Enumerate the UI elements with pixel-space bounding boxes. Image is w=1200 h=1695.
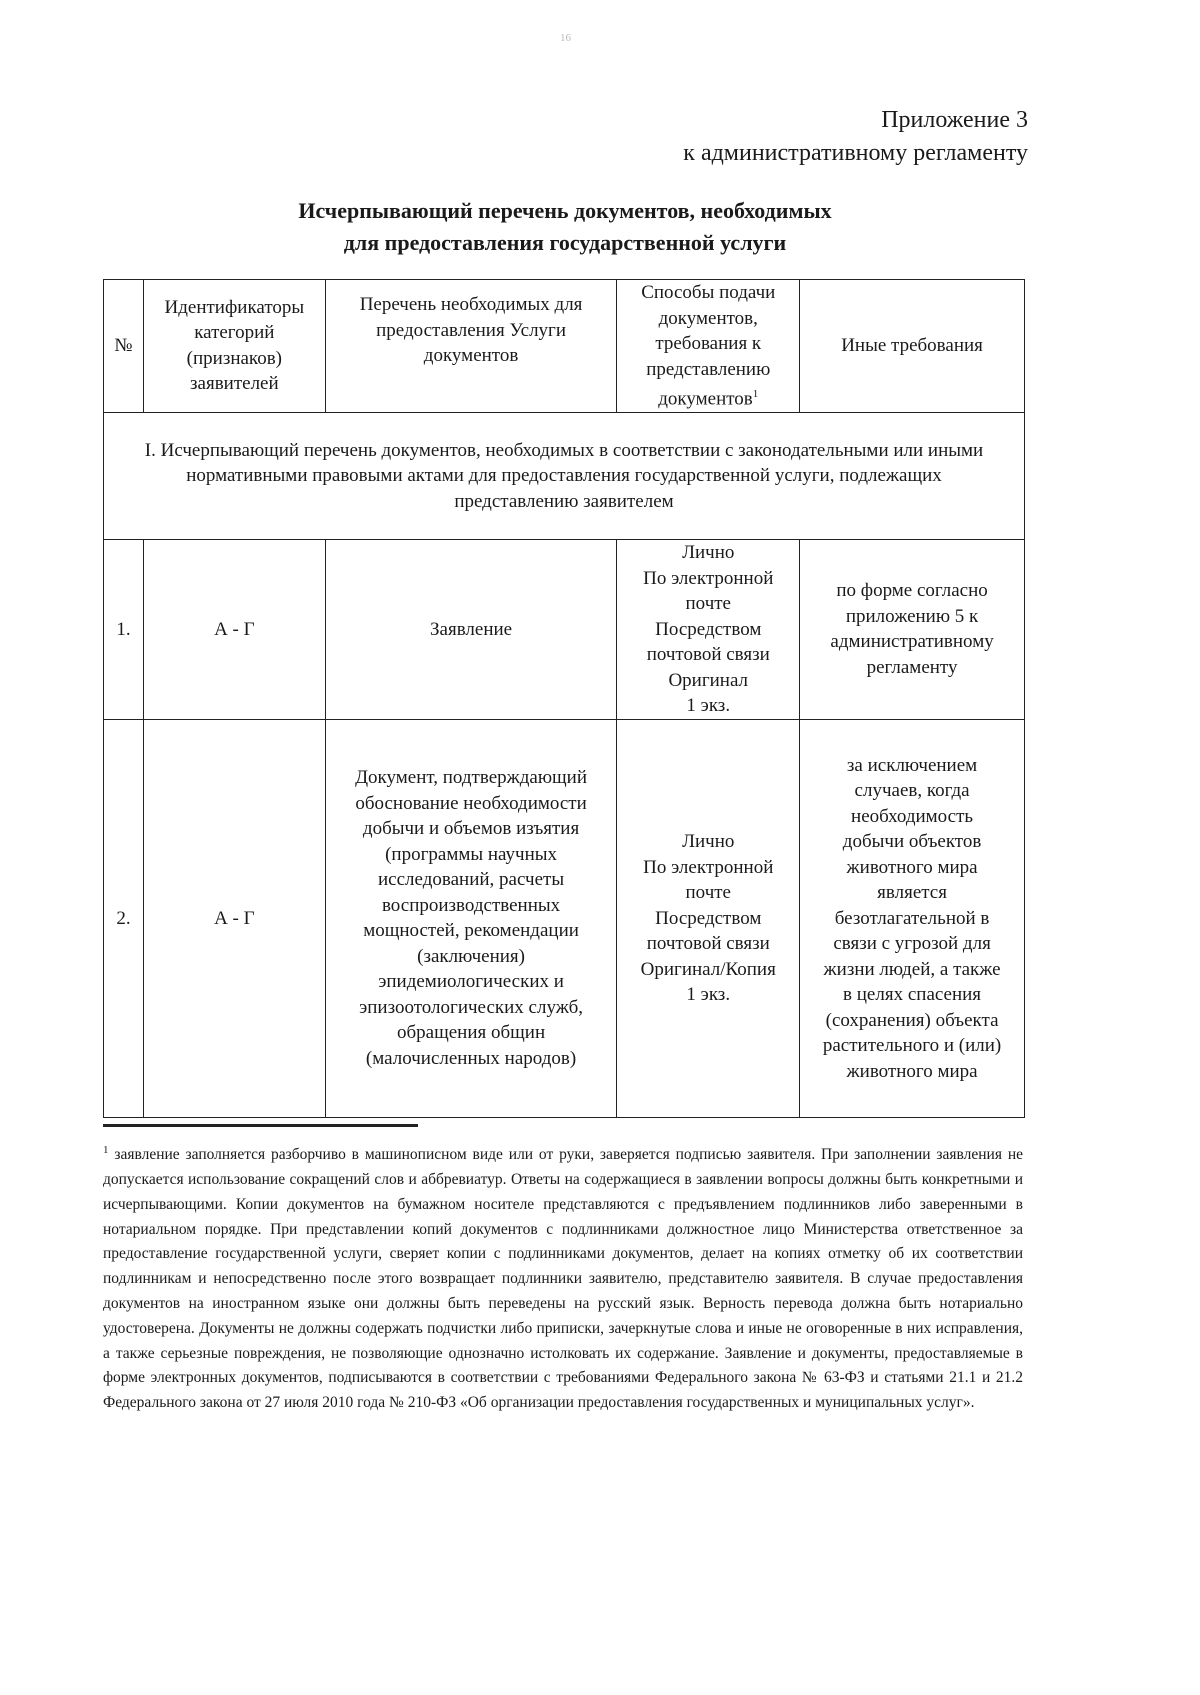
header-num: № <box>104 280 144 413</box>
footnote-divider <box>103 1124 418 1127</box>
method: Лично <box>682 542 735 564</box>
row-category: А - Г <box>143 539 325 719</box>
method: По электронной почте <box>643 856 774 904</box>
method: Лично <box>682 831 735 853</box>
appendix-line2: к административному регламенту <box>683 140 1028 166</box>
method: Посредством почтовой связи <box>646 618 770 666</box>
row-document: Заявление <box>325 539 617 719</box>
method: Посредством почтовой связи <box>646 907 770 955</box>
table-row <box>104 719 1025 1117</box>
row-num: 2. <box>104 719 144 1117</box>
row-methods <box>617 719 800 1117</box>
method: По электронной почте <box>643 567 774 615</box>
row-methods <box>617 539 800 719</box>
section-row <box>104 412 1025 539</box>
footnote <box>103 1138 1023 1416</box>
header-category: Идентификаторы категорий (признаков) заявителей <box>143 280 325 413</box>
row-other: по форме согласно приложению 5 к административному регламенту <box>800 539 1025 719</box>
method: Оригинал/Копия <box>640 958 776 980</box>
method: Оригинал <box>668 669 749 691</box>
appendix-header <box>683 104 1028 170</box>
row-category: А - Г <box>143 719 325 1117</box>
table-header-row <box>104 280 1025 413</box>
header-other: Иные требования <box>800 280 1025 413</box>
table-row <box>104 539 1025 719</box>
appendix-line1: Приложение 3 <box>881 107 1028 133</box>
row-document: Документ, подтверждающий обоснование необходимости добычи и объемов изъятия (программы научных исследований, расчеты воспроизводственных мощностей, рекомендации (заключения) эпидемиологических и эпизоотологических служб, обращения общин (малочисленных народов) <box>325 719 617 1117</box>
title-line1: Исчерпывающий перечень документов, необходимых <box>298 198 832 223</box>
header-methods <box>617 280 800 413</box>
footnote-mark: 1 <box>103 1144 109 1156</box>
page-number: 16 <box>560 32 571 44</box>
title-line2: для предоставления государственной услуги <box>343 230 787 255</box>
header-document: Перечень необходимых для предоставления Услуги документов <box>325 280 617 413</box>
method: 1 экз. <box>686 984 731 1006</box>
header-methods-text: Способы подачи документов, требования к представлению документов <box>641 282 776 410</box>
row-other: за исключением случаев, когда необходимость добычи объектов животного мира является безотлагательной в связи с угрозой для жизни людей, а также в целях спасения (сохранения) объекта растительного и (или) животного мира <box>800 719 1025 1117</box>
document-title <box>100 195 1030 259</box>
documents-table <box>103 279 1025 1118</box>
method: 1 экз. <box>686 695 731 717</box>
section-heading: I. Исчерпывающий перечень документов, необходимых в соответствии с законодательными или иными нормативными правовыми актами для предоставления государственной услуги, подлежащих представлению заявителем <box>104 412 1025 539</box>
footnote-text: заявление заполняется разборчиво в машинописном виде или от руки, заверяется подписью заявителя. При заполнении заявления не допускается использование сокращений слов и аббревиатур. Ответы на содержащиеся в заявлении вопросы должны быть конкретными и исчерпывающими. Копии документов на бумажном носителе представляются с предъявлением подлинников либо заверенными в нотариальном порядке. При представлении копий документов с подлинниками должностное лицо Министерства ответственное за предоставление государственной услуги, сверяет копии с подлинниками документов, делает на копиях отметку об их соответствии подлинникам и непосредственно после этого возвращает подлинники заявителю, представителю заявителя. В случае предоставления документов на иностранном языке они должны быть переведены на русский язык. Верность перевода должна быть нотариально удостоверена. Документы не должны содержать подчистки либо приписки, зачеркнутые слова и иные не оговоренные в них исправления, а также серьезные повреждения, не позволяющие однозначно истолковать их содержание. Заявление и документы, предоставляемые в форме электронных документов, подписываются в соответствии с требованиями Федерального закона № 63-ФЗ и статьями 21.1 и 21.2 Федерального закона от 27 июля 2010 года № 210-ФЗ «Об организации предоставления государственных и муниципальных услуг». <box>103 1146 1024 1412</box>
footnote-ref: 1 <box>752 388 759 400</box>
row-num: 1. <box>104 539 144 719</box>
